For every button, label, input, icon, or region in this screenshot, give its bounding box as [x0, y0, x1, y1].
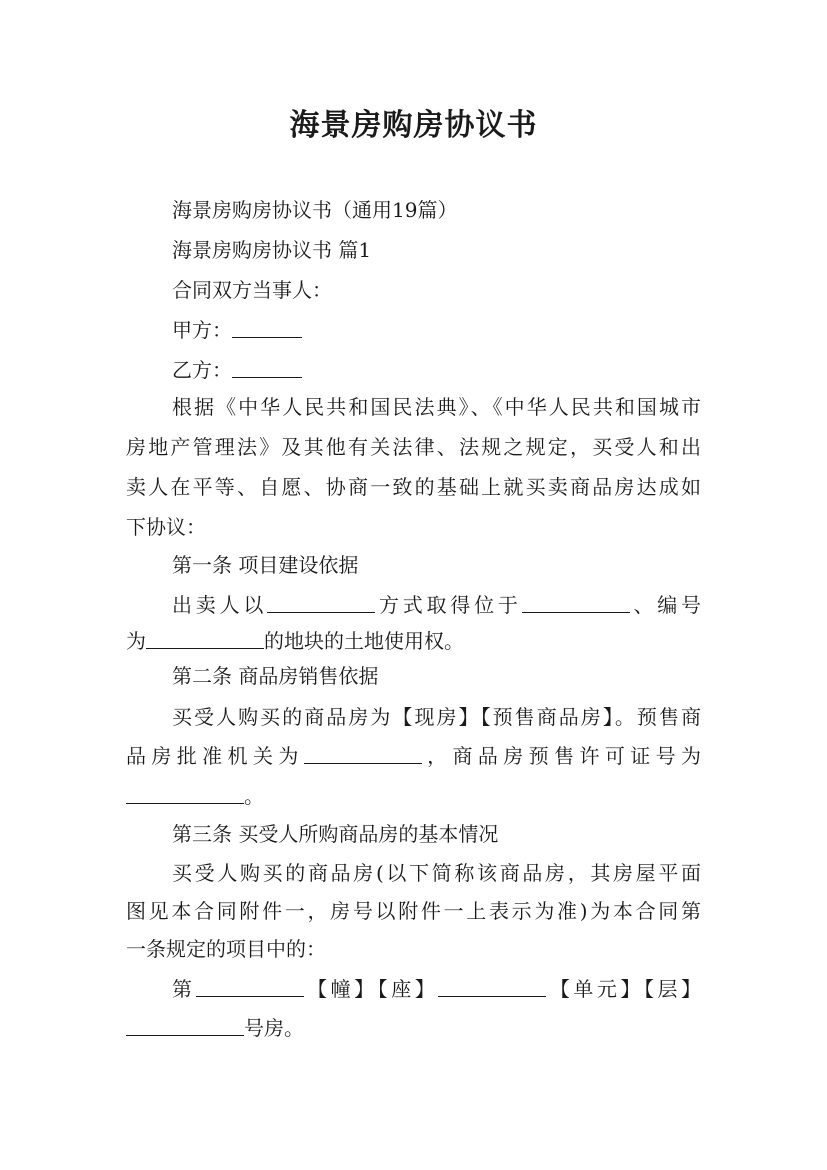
- paragraph-line: 买受人购买的商品房为【现房】【预售商品房】。预售商: [172, 705, 701, 729]
- paragraph-line: 一条规定的项目中的：: [126, 937, 326, 961]
- text-span: 号房。: [244, 1016, 304, 1040]
- subtitle-line: 海景房购房协议书（通用19篇）: [172, 198, 458, 222]
- blank-field: [196, 970, 304, 997]
- party-b-blank: [232, 351, 302, 378]
- parties-label: 合同双方当事人：: [172, 278, 332, 302]
- paragraph-line: [126, 736, 701, 776]
- blank-field: [438, 970, 546, 997]
- paragraph-line: [126, 1008, 701, 1048]
- paragraph-line: [172, 585, 701, 625]
- party-b-label: 乙方：: [172, 358, 232, 382]
- text-span: 方式取得位于: [375, 593, 522, 617]
- text-span: 品房批准机关为: [126, 744, 304, 768]
- paragraph-line: 买受人购买的商品房(以下简称该商品房，其房屋平面: [172, 861, 701, 885]
- text-span: 第: [172, 977, 196, 1001]
- text-span: 。: [244, 784, 264, 808]
- text-span: 、编号: [629, 593, 702, 617]
- article-heading: 第三条 买受人所购商品房的基本情况: [172, 822, 499, 846]
- paragraph-line: 图见本合同附件一，房号以附件一上表示为准)为本合同第: [126, 899, 701, 923]
- blank-field: [522, 586, 630, 613]
- blank-field: [126, 777, 244, 804]
- party-a-line: [172, 310, 701, 350]
- text-span: 【幢】【座】: [303, 977, 439, 1001]
- blank-field: [126, 1009, 244, 1036]
- party-b-line: [172, 350, 701, 390]
- blank-field: [146, 622, 264, 649]
- party-a-blank: [232, 311, 302, 338]
- section-heading: 海景房购房协议书 篇1: [172, 238, 372, 262]
- article-heading: 第一条 项目建设依据: [172, 553, 359, 577]
- party-a-label: 甲方：: [172, 318, 232, 342]
- text-span: 为: [126, 629, 146, 653]
- text-span: 的地块的土地使用权。: [264, 629, 464, 653]
- text-span: ，商品房预售许可证号为: [421, 744, 702, 768]
- paragraph-line: [126, 621, 701, 661]
- paragraph-line: 卖人在平等、自愿、协商一致的基础上就买卖商品房达成如: [126, 475, 701, 499]
- document-title: 海景房购房协议书: [289, 108, 538, 143]
- paragraph-line: [126, 776, 701, 816]
- blank-field: [304, 737, 422, 764]
- paragraph-line: 下协议：: [126, 515, 206, 539]
- text-span: 出卖人以: [172, 593, 268, 617]
- blank-field: [267, 586, 375, 613]
- article-heading: 第二条 商品房销售依据: [172, 664, 379, 688]
- paragraph-line: [172, 969, 701, 1009]
- paragraph-line: 房地产管理法》及其他有关法律、法规之规定，买受人和出: [126, 435, 701, 459]
- paragraph-line: 根据《中华人民共和国民法典》、《中华人民共和国城市: [172, 395, 701, 419]
- text-span: 【单元】【层】: [546, 977, 702, 1001]
